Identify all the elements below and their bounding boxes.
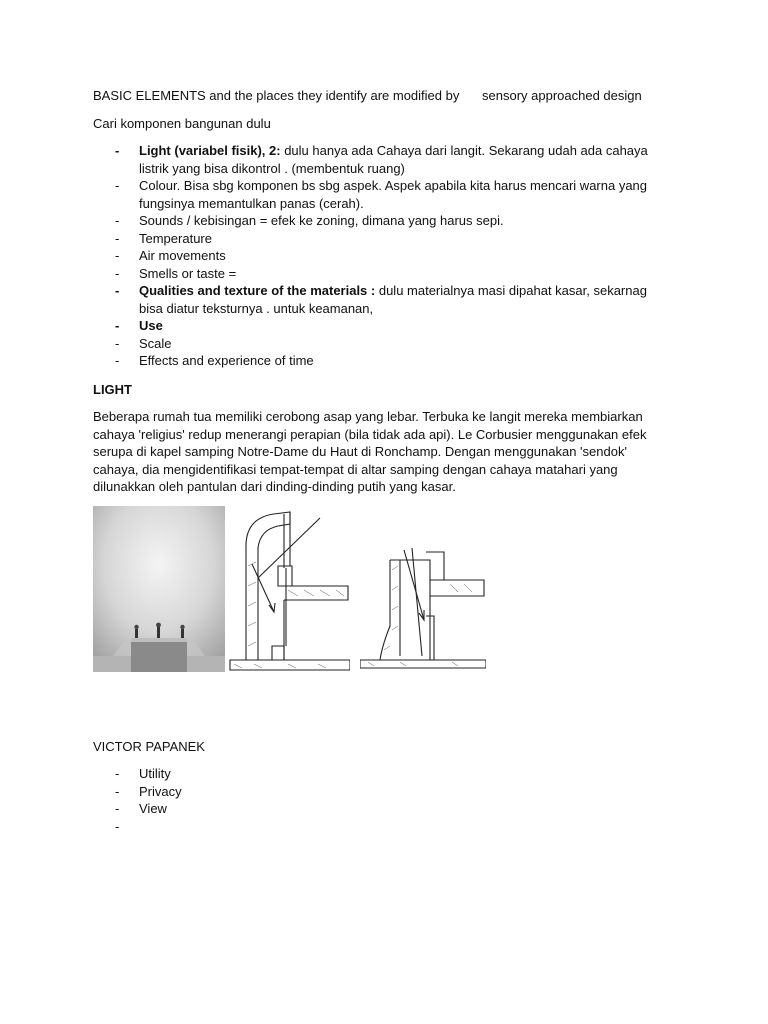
list-item: [93, 142, 673, 177]
basic-elements-list: [93, 142, 673, 370]
light-scoop-section-sketch: [228, 506, 350, 672]
list-item-text: Air movements: [139, 248, 226, 263]
list-dash: -: [115, 801, 120, 816]
list-dash: -: [115, 818, 120, 834]
intro-line: Cari komponen bangunan dulu: [93, 116, 271, 131]
papanek-title: VICTOR PAPANEK: [93, 739, 205, 754]
list-item: [93, 265, 673, 283]
list-item-text: Colour. Bisa sbg komponen bs sbg aspek. Aspek apabila kita harus mencari warna yang fungsinya memantulkan panas (cerah).: [139, 178, 648, 211]
list-dash: -: [115, 213, 120, 228]
list-item: [93, 212, 673, 230]
list-dash: -: [115, 283, 120, 298]
list-item-text: dulu hanya ada Cahaya dari langit. Sekarang udah ada cahaya listrik yang bisa dikontrol . (membentuk ruang): [139, 143, 648, 176]
light-paragraph: Beberapa rumah tua memiliki cerobong asap yang lebar. Terbuka ke langit mereka membiarkan cahaya 'religius' redup menerangi perapian (bila tidak ada api). Le Corbusier menggunakan efek serupa di kapel samping Notre-Dame du Haut di Ronchamp. Dengan menggunakan 'sendok' cahaya, dia mengidentifikasi tempat-tempat di altar samping dengan cahaya matahari yang dilunakkan oleh pantulan dari dinding-dinding putih yang kasar.: [93, 409, 647, 495]
list-item: [93, 335, 673, 353]
list-item-lead: Use: [139, 318, 163, 333]
list-dash: -: [115, 766, 120, 781]
list-item: [93, 230, 673, 248]
list-item-lead: Light (variabel fisik), 2:: [139, 143, 281, 158]
list-item: [93, 783, 673, 801]
list-item-text: Temperature: [139, 230, 212, 246]
list-item-text: Effects and experience of time: [139, 353, 314, 368]
list-item-text: Utility: [139, 766, 171, 781]
list-item-text: dulu materialnya masi dipahat kasar, sekarnag bisa diatur teksturnya . untuk keamanan,: [139, 283, 647, 316]
list-item-text: Smells or taste =: [139, 265, 237, 281]
list-item: [93, 177, 673, 212]
list-dash: -: [115, 230, 120, 246]
list-item-text: [139, 819, 143, 834]
heading-right: sensory approached design: [482, 88, 642, 103]
list-item: [93, 765, 673, 783]
list-item-text: View: [139, 801, 167, 816]
list-dash: -: [115, 353, 120, 368]
list-dash: -: [115, 248, 120, 263]
papanek-list: [93, 765, 673, 835]
light-section-title: LIGHT: [93, 382, 132, 397]
list-item: [93, 800, 673, 818]
list-item: [93, 282, 673, 317]
list-dash: -: [115, 265, 120, 281]
list-item-text: Sounds / kebisingan = efek ke zoning, dimana yang harus sepi.: [139, 213, 504, 228]
list-item: [93, 317, 673, 335]
list-dash: -: [115, 178, 120, 193]
list-item-text: Privacy: [139, 783, 182, 799]
list-dash: -: [115, 783, 120, 799]
altar-light-section-sketch: [360, 506, 486, 672]
list-item-lead: Qualities and texture of the materials :: [139, 283, 376, 298]
list-dash: -: [115, 318, 120, 333]
heading-left: BASIC ELEMENTS and the places they identify are modified by: [93, 88, 460, 103]
list-dash: -: [115, 143, 120, 158]
document-heading: [93, 87, 642, 105]
list-item: [93, 818, 673, 836]
chapel-light-photo: [93, 506, 225, 672]
list-dash: -: [115, 335, 120, 351]
list-item: [93, 352, 673, 370]
list-item: [93, 247, 673, 265]
list-item-text: Scale: [139, 335, 172, 351]
